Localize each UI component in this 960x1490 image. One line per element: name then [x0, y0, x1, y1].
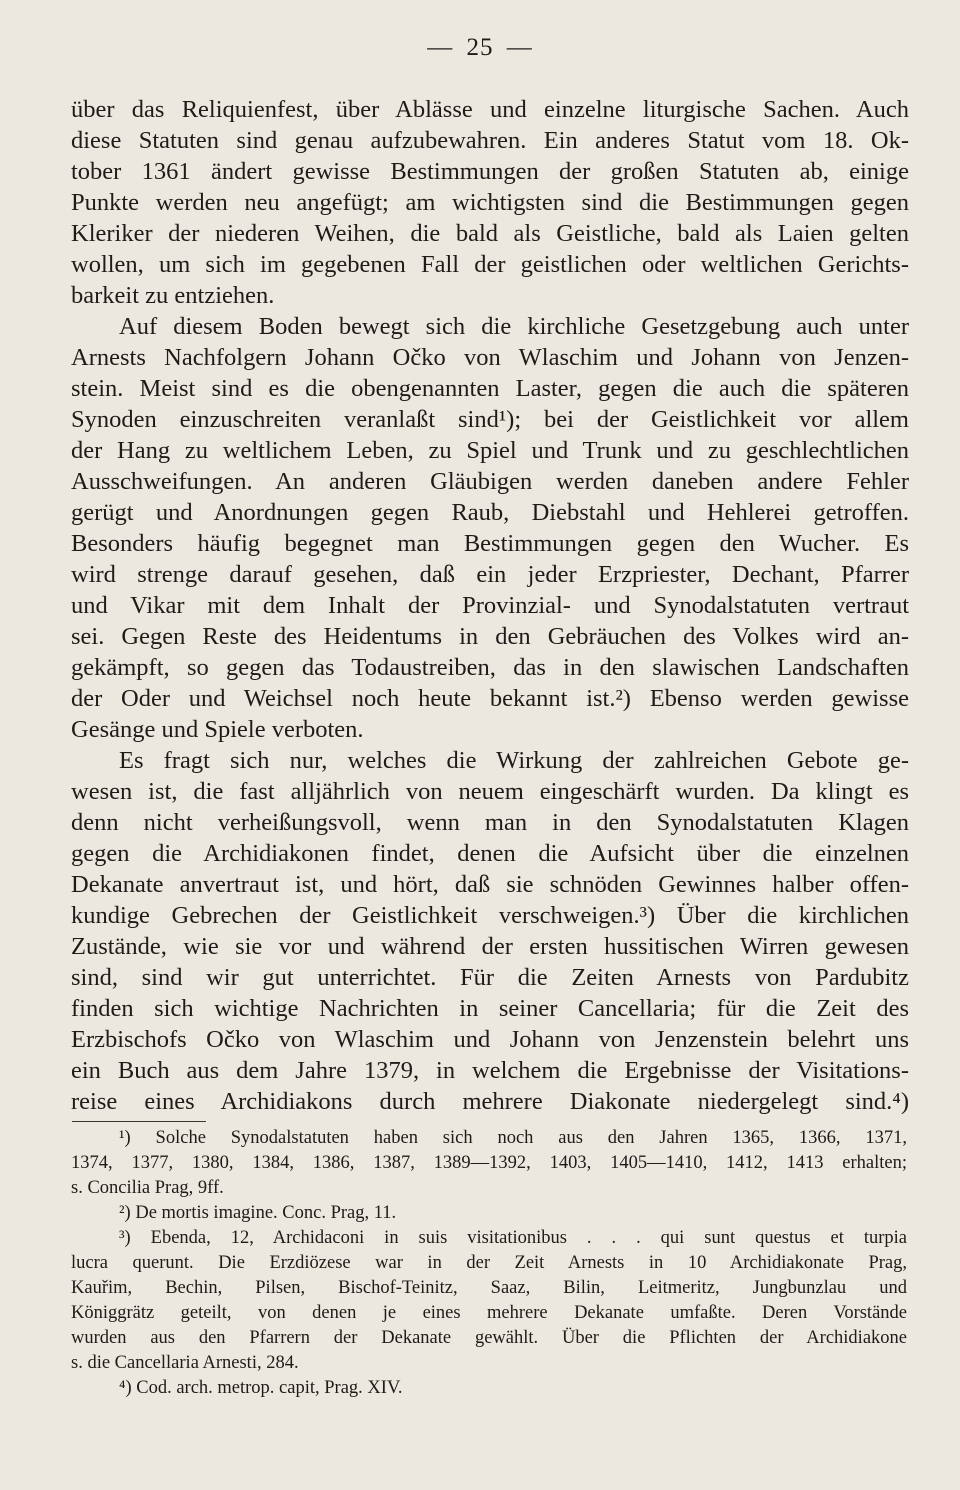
paragraph-end-line: barkeit zu entziehen. — [71, 282, 275, 309]
footnote-line: ²) De mortis imagine. Conc. Prag, 11. — [119, 1203, 397, 1223]
text-line: der Oder und Weichsel noch heute bekannt ist.²) Ebenso werden gewisse — [71, 685, 909, 712]
text-line: Kleriker der niederen Weihen, die bald als Geistliche, bald als Laien gelten — [71, 220, 909, 247]
text-line: gerügt und Anordnungen gegen Raub, Diebstahl und Hehlerei getroffen. — [71, 499, 909, 526]
text-line: diese Statuten sind genau aufzubewahren. Ein anderes Statut vom 18. Ok- — [71, 127, 909, 154]
text-line: über das Reliquienfest, über Ablässe und einzelne liturgische Sachen. Auch — [71, 96, 909, 123]
text-line: Arnests Nachfolgern Johann Očko von Wlaschim und Johann von Jenzen- — [71, 344, 909, 371]
text-line: wird strenge darauf gesehen, daß ein jeder Erzpriester, Dechant, Pfarrer — [71, 561, 909, 588]
footnote-line: lucra querunt. Die Erzdiözese war in der Zeit Arnests in 10 Archidiakonate Prag, — [71, 1253, 907, 1273]
text-line: Ausschweifungen. An anderen Gläubigen werden daneben andere Fehler — [71, 468, 909, 495]
main-text-block — [71, 94, 909, 1117]
footnotes-block — [71, 1126, 907, 1401]
paragraph-end-line: reise eines Archidiakons durch mehrere Diakonate niedergelegt sind.⁴) — [71, 1088, 909, 1115]
text-line: sei. Gegen Reste des Heidentums in den Gebräuchen des Volkes wird an- — [71, 623, 909, 650]
text-line: Erzbischofs Očko von Wlaschim und Johann von Jenzenstein belehrt uns — [71, 1026, 909, 1053]
text-line: tober 1361 ändert gewisse Bestimmungen der großen Statuten ab, einige — [71, 158, 909, 185]
footnote-divider — [72, 1121, 206, 1122]
footnote-line: Kauřim, Bechin, Pilsen, Bischof-Teinitz, Saaz, Bilin, Leitmeritz, Jungbunzlau und — [71, 1278, 907, 1298]
paragraph-end-line: Gesänge und Spiele verboten. — [71, 716, 364, 743]
text-line: stein. Meist sind es die obengenannten Laster, gegen die auch die späteren — [71, 375, 909, 402]
text-line: Besonders häufig begegnet man Bestimmungen gegen den Wucher. Es — [71, 530, 909, 557]
text-line: Synoden einzuschreiten veranlaßt sind¹); bei der Geistlichkeit vor allem — [71, 406, 909, 433]
text-line: wesen ist, die fast alljährlich von neuem eingeschärft wurden. Da klingt es — [71, 778, 909, 805]
text-line: und Vikar mit dem Inhalt der Provinzial- und Synodalstatuten vertraut — [71, 592, 909, 619]
footnote-line: 1374, 1377, 1380, 1384, 1386, 1387, 1389—1392, 1403, 1405—1410, 1412, 1413 erhalten; — [71, 1153, 907, 1173]
footnote-line: ³) Ebenda, 12, Archidaconi in suis visitationibus . . . qui sunt questus et turpia — [119, 1228, 907, 1248]
text-line: Zustände, wie sie vor und während der ersten hussitischen Wirren gewesen — [71, 933, 909, 960]
text-line: wollen, um sich im gegebenen Fall der geistlichen oder weltlichen Gerichts- — [71, 251, 909, 278]
paragraph-start-line: Auf diesem Boden bewegt sich die kirchliche Gesetzgebung auch unter — [119, 313, 909, 340]
text-line: sind, sind wir gut unterrichtet. Für die Zeiten Arnests von Pardubitz — [71, 964, 909, 991]
text-line: ein Buch aus dem Jahre 1379, in welchem die Ergebnisse der Visitations- — [71, 1057, 909, 1084]
footnote-line: s. Concilia Prag, 9ff. — [71, 1178, 224, 1198]
page-number: — 25 — — [427, 34, 533, 61]
text-line: gekämpft, so gegen das Todaustreiben, das in den slawischen Landschaften — [71, 654, 909, 681]
text-line: Dekanate anvertraut ist, und hört, daß sie schnöden Gewinnes halber offen- — [71, 871, 909, 898]
text-line: Punkte werden neu angefügt; am wichtigsten sind die Bestimmungen gegen — [71, 189, 909, 216]
text-line: finden sich wichtige Nachrichten in seiner Cancellaria; für die Zeit des — [71, 995, 909, 1022]
footnote-line: s. die Cancellaria Arnesti, 284. — [71, 1353, 299, 1373]
text-line: denn nicht verheißungsvoll, wenn man in den Synodalstatuten Klagen — [71, 809, 909, 836]
footnote-line: ⁴) Cod. arch. metrop. capit, Prag. XIV. — [119, 1378, 403, 1398]
text-line: der Hang zu weltlichem Leben, zu Spiel und Trunk und zu geschlechtlichen — [71, 437, 909, 464]
footnote-line: ¹) Solche Synodalstatuten haben sich noch aus den Jahren 1365, 1366, 1371, — [119, 1128, 907, 1148]
text-line: gegen die Archidiakonen findet, denen die Aufsicht über die einzelnen — [71, 840, 909, 867]
footnote-line: Königgrätz geteilt, von denen je eines mehrere Dekanate umfaßte. Deren Vorstände — [71, 1303, 907, 1323]
footnote-line: wurden aus den Pfarrern der Dekanate gewählt. Über die Pflichten der Archidiakone — [71, 1328, 907, 1348]
text-line: kundige Gebrechen der Geistlichkeit verschweigen.³) Über die kirchlichen — [71, 902, 909, 929]
paragraph-start-line: Es fragt sich nur, welches die Wirkung der zahlreichen Gebote ge- — [119, 747, 909, 774]
